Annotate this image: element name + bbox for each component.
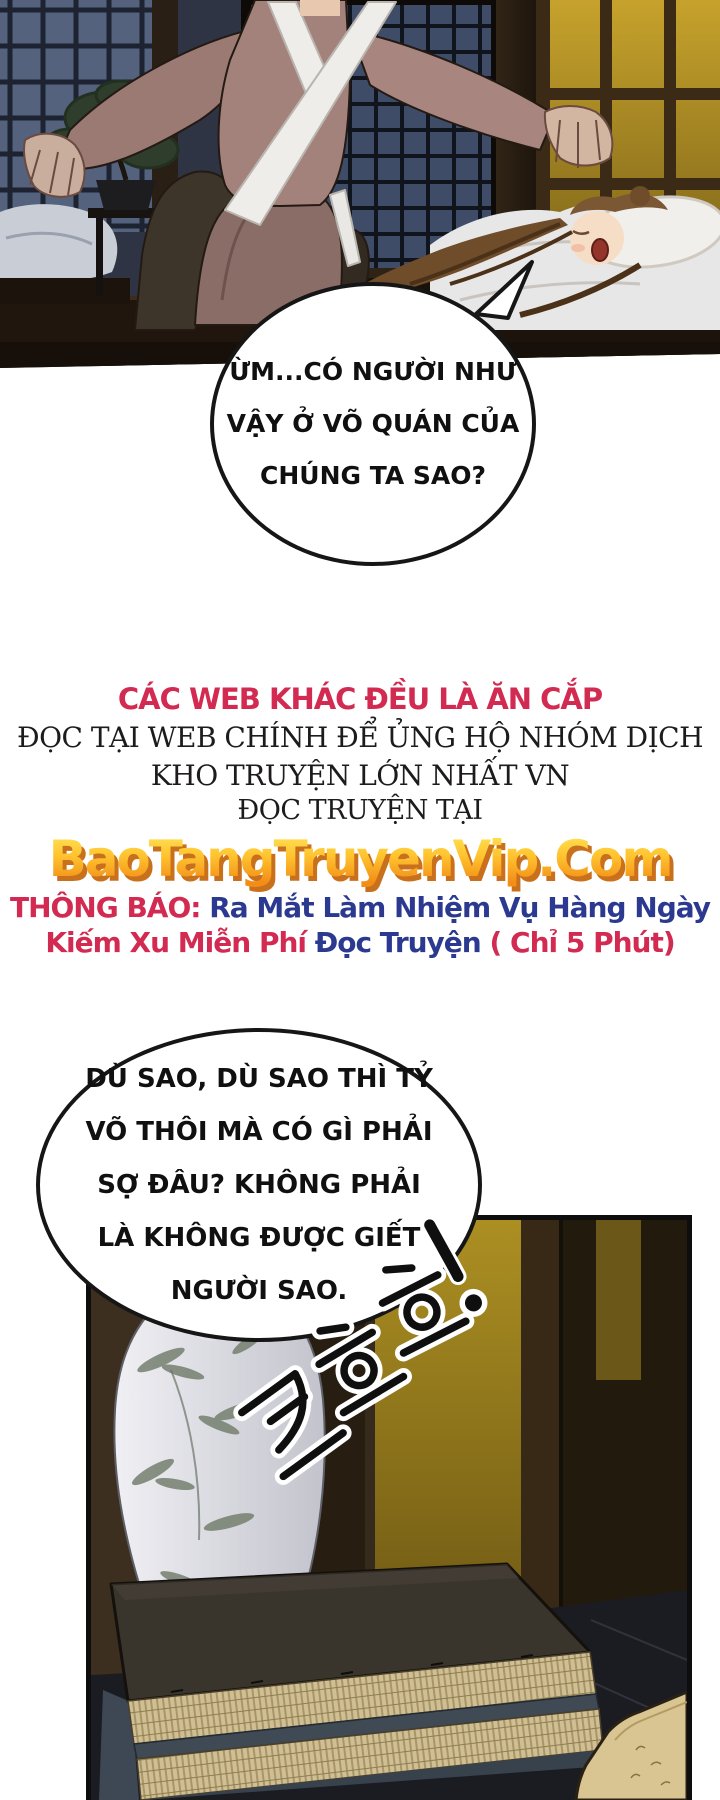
notice-label: THÔNG BÁO: [9, 891, 201, 924]
notice-text: Ra Mắt Làm Nhiệm Vụ Hàng Ngày [200, 891, 711, 924]
bubble1-line: ỪM...CÓ NGƯỜI NHƯ [229, 357, 517, 386]
bubble2-line: VÕ THÔI MÀ CÓ GÌ PHẢI [85, 1116, 433, 1147]
ad-warning-line: CÁC WEB KHÁC ĐỀU LÀ ĂN CẮP [117, 682, 603, 716]
ad-serif-line: ĐỌC TRUYỆN TẠI [237, 795, 483, 826]
notice-text: Kiếm Xu Miễn Phí [45, 926, 315, 959]
bubble2-line: NGƯỜI SAO. [170, 1275, 348, 1306]
book-stack [99, 1564, 605, 1800]
ad-serif-line: KHO TRUYỆN LỚN NHẤT VN [150, 759, 570, 792]
ad-serif-line: ĐỌC TẠI WEB CHÍNH ĐỂ ỦNG HỘ NHÓM DỊCH [16, 721, 704, 754]
bubble2-line: DÙ SAO, DÙ SAO THÌ TỶ [85, 1063, 433, 1094]
bubble2-line: LÀ KHÔNG ĐƯỢC GIẾT [97, 1222, 421, 1253]
site-logo: BaoTangTruyenVip.Com [0, 828, 720, 890]
bubble2-line: SỢ ĐÂU? KHÔNG PHẢI [97, 1169, 421, 1200]
speech-tail [468, 256, 540, 324]
notice-text: ( Chỉ 5 Phút) [489, 926, 675, 959]
bubble1-line: VẬY Ở VÕ QUÁN CỦA [226, 409, 520, 438]
bubble1-line: CHÚNG TA SAO? [260, 461, 486, 490]
ad-notice-line-1 [0, 890, 720, 925]
speech-bubble-1 [210, 282, 536, 566]
notice-text: Đọc Truyện [314, 926, 490, 959]
translator-ad [0, 682, 720, 960]
ad-notice-line-2 [0, 925, 720, 960]
